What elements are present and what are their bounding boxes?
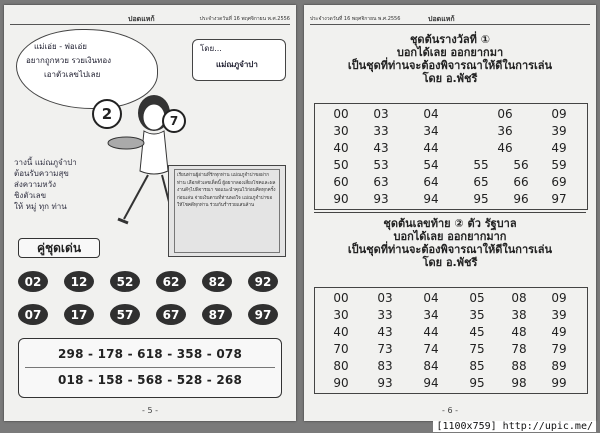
section1-line: ชุดต้นรางวัลที่ ① <box>409 33 491 46</box>
grid1-cell: 34 <box>423 124 439 138</box>
section2-line: ชุดต้นเลขท้าย ② ตัว รัฐบาล <box>383 217 517 230</box>
ball-number-right: 7 <box>162 109 186 133</box>
ball-number-left: 2 <box>92 99 122 129</box>
pair-number: 12 <box>64 271 94 292</box>
grid1-cell: 60 <box>333 175 349 189</box>
pairs-title: คู่ชุดเด่น <box>18 238 100 258</box>
bubble2-line-2: แม่ณภูจำปา <box>216 60 258 69</box>
triples-box <box>18 338 282 398</box>
grid2-cell: 48 <box>511 325 527 339</box>
grid1-cell: 40 <box>333 141 349 155</box>
side-line: ให้ หมู่ ทุก ท่าน <box>14 202 67 211</box>
grid1-cell: 49 <box>551 141 567 155</box>
grid2-cell: 74 <box>423 342 439 356</box>
grid2-cell: 33 <box>377 308 393 322</box>
section2-heading <box>314 217 586 269</box>
grid1-cell: 55 <box>473 158 489 172</box>
pair-number: 92 <box>248 271 278 292</box>
grid2-cell: 75 <box>469 342 485 356</box>
grid2-cell: 39 <box>551 308 567 322</box>
pair-number: 97 <box>248 304 278 325</box>
grid2-cell: 79 <box>551 342 567 356</box>
grid1-cell: 95 <box>473 192 489 206</box>
grid1-cell: 66 <box>513 175 529 189</box>
pair-number: 62 <box>156 271 186 292</box>
grid2-cell: 99 <box>551 376 567 390</box>
grid1-cell: 96 <box>513 192 529 206</box>
pair-number: 57 <box>110 304 140 325</box>
bubble1-line-3: เอาตัวเลขไปเลย <box>44 70 101 79</box>
grid2-cell: 00 <box>333 291 349 305</box>
grid2-cell: 09 <box>551 291 567 305</box>
grid1-cell: 44 <box>423 141 439 155</box>
grid2-cell: 70 <box>333 342 349 356</box>
grid1-cell: 59 <box>551 158 567 172</box>
grid1-cell: 39 <box>551 124 567 138</box>
grid2-cell: 03 <box>377 291 393 305</box>
grid2-cell: 30 <box>333 308 349 322</box>
right-page-number: - 6 - <box>442 406 458 415</box>
left-page-number: - 5 - <box>142 406 158 415</box>
grid1-cell: 30 <box>333 124 349 138</box>
grid2-cell: 35 <box>469 308 485 322</box>
pair-number: 52 <box>110 271 140 292</box>
grid1-cell: 69 <box>551 175 567 189</box>
side-verse <box>14 157 77 212</box>
left-header <box>10 15 290 25</box>
section-divider <box>314 212 586 213</box>
grid1-cell: 90 <box>333 192 349 206</box>
grid2-cell: 85 <box>469 359 485 373</box>
grid1-cell: 97 <box>551 192 567 206</box>
pair-number: 07 <box>18 304 48 325</box>
side-line: วางนี้ แม่ณภูจำปา <box>14 158 77 167</box>
grid2-cell: 34 <box>423 308 439 322</box>
grid2-cell: 95 <box>469 376 485 390</box>
grid2-cell: 38 <box>511 308 527 322</box>
grid2-cell: 90 <box>333 376 349 390</box>
left-header-title: ปอดแหก้ <box>128 15 155 23</box>
grid2-cell: 80 <box>333 359 349 373</box>
section1-line: โดย อ.พัชรี <box>422 72 478 85</box>
section1-heading <box>314 33 586 85</box>
grid1-cell: 56 <box>513 158 529 172</box>
grid1-cell: 94 <box>423 192 439 206</box>
left-page <box>4 5 296 421</box>
grid1-cell: 09 <box>551 107 567 121</box>
right-header-date: ประจำงวดวันที่ 16 พฤศจิกายน พ.ศ.2556 <box>310 16 401 22</box>
grid2-cell: 98 <box>511 376 527 390</box>
bubble1-line-1: แม่เอ่ย - พ่อเอ่ย <box>34 42 87 51</box>
side-line: ชิงตัวเลข <box>14 191 47 200</box>
right-header <box>310 15 590 25</box>
right-header-title: ปอดแหก้ <box>428 15 455 23</box>
right-page <box>304 5 596 421</box>
grid1-cell: 03 <box>373 107 389 121</box>
pair-number: 02 <box>18 271 48 292</box>
left-header-date: ประจำงวดวันที่ 16 พฤศจิกายน พ.ศ.2556 <box>199 16 290 22</box>
grid1-cell: 54 <box>423 158 439 172</box>
triples-divider <box>25 367 275 368</box>
pair-number: 67 <box>156 304 186 325</box>
grid2-cell: 45 <box>469 325 485 339</box>
grid2-cell: 05 <box>469 291 485 305</box>
grid2-cell: 44 <box>423 325 439 339</box>
side-line: ต้อนรับความสุข <box>14 169 69 178</box>
grid1-cell: 04 <box>423 107 439 121</box>
pair-number: 82 <box>202 271 232 292</box>
grid2-cell: 73 <box>377 342 393 356</box>
section2-line: บอกได้เลย ออกยากมาก <box>393 230 507 243</box>
image-host-watermark: [1100x759] http://upic.me/ <box>433 421 596 432</box>
grid1-cell: 46 <box>497 141 513 155</box>
grid1-cell: 00 <box>333 107 349 121</box>
grid1-cell: 64 <box>423 175 439 189</box>
message-text: เรียนท่านผู้อ่านที่รักทุกท่าน แม่ณภูจำปาขอฝากท่าน เลือกตัวเลขเด็ดนี้ ผู้อยากลองเสี่ยงโชคและผลงานดีๆไปพิจารณา ขอแนะนำคุณไว้ก่อนคิดทุกครั้งก่อนเล่น จ่ายเงินตามที่ท่านพอใจ แม่ณภูจำปาขอให้โชคดีทุกท่าน ร่วมกันร่ำรวยแสนล้าน <box>174 169 280 253</box>
grid2-cell: 78 <box>511 342 527 356</box>
grid2-cell: 43 <box>377 325 393 339</box>
pair-number: 87 <box>202 304 232 325</box>
bubble1-line-2: อยากถูกหวย รวยเงินทอง <box>26 56 112 65</box>
grid2-cell: 93 <box>377 376 393 390</box>
grid1-cell: 50 <box>333 158 349 172</box>
grid2-cell: 94 <box>423 376 439 390</box>
grid1-cell: 43 <box>373 141 389 155</box>
grid2-cell: 89 <box>551 359 567 373</box>
pair-number: 17 <box>64 304 94 325</box>
grid1-cell: 36 <box>497 124 513 138</box>
grid1-cell: 93 <box>373 192 389 206</box>
bubble2-line-1: โดย... <box>200 44 222 53</box>
side-line: ส่งความหวัง <box>14 180 57 189</box>
section1-line: เป็นชุดที่ท่านจะต้องพิจารณาให้ดีในการเล่น <box>347 59 553 72</box>
grid2-cell: 49 <box>551 325 567 339</box>
triples-row-1: 298 - 178 - 618 - 358 - 078 <box>58 347 242 361</box>
section2-line: โดย อ.พัชรี <box>422 256 478 269</box>
grid2-cell: 88 <box>511 359 527 373</box>
grid2-cell: 40 <box>333 325 349 339</box>
triples-row-2: 018 - 158 - 568 - 528 - 268 <box>58 373 242 387</box>
number-grid-2 <box>314 287 588 394</box>
grid2-cell: 83 <box>377 359 393 373</box>
number-grid-1 <box>314 103 588 210</box>
grid1-cell: 65 <box>473 175 489 189</box>
message-box <box>168 165 286 257</box>
section2-line: เป็นชุดที่ท่านจะต้องพิจารณาให้ดีในการเล่น <box>347 243 553 256</box>
grid1-cell: 33 <box>373 124 389 138</box>
grid2-cell: 04 <box>423 291 439 305</box>
grid2-cell: 08 <box>511 291 527 305</box>
grid1-cell: 06 <box>497 107 513 121</box>
grid1-cell: 63 <box>373 175 389 189</box>
section1-line: บอกได้เลย ออกยากมา <box>396 46 504 59</box>
grid2-cell: 84 <box>423 359 439 373</box>
grid1-cell: 53 <box>373 158 389 172</box>
